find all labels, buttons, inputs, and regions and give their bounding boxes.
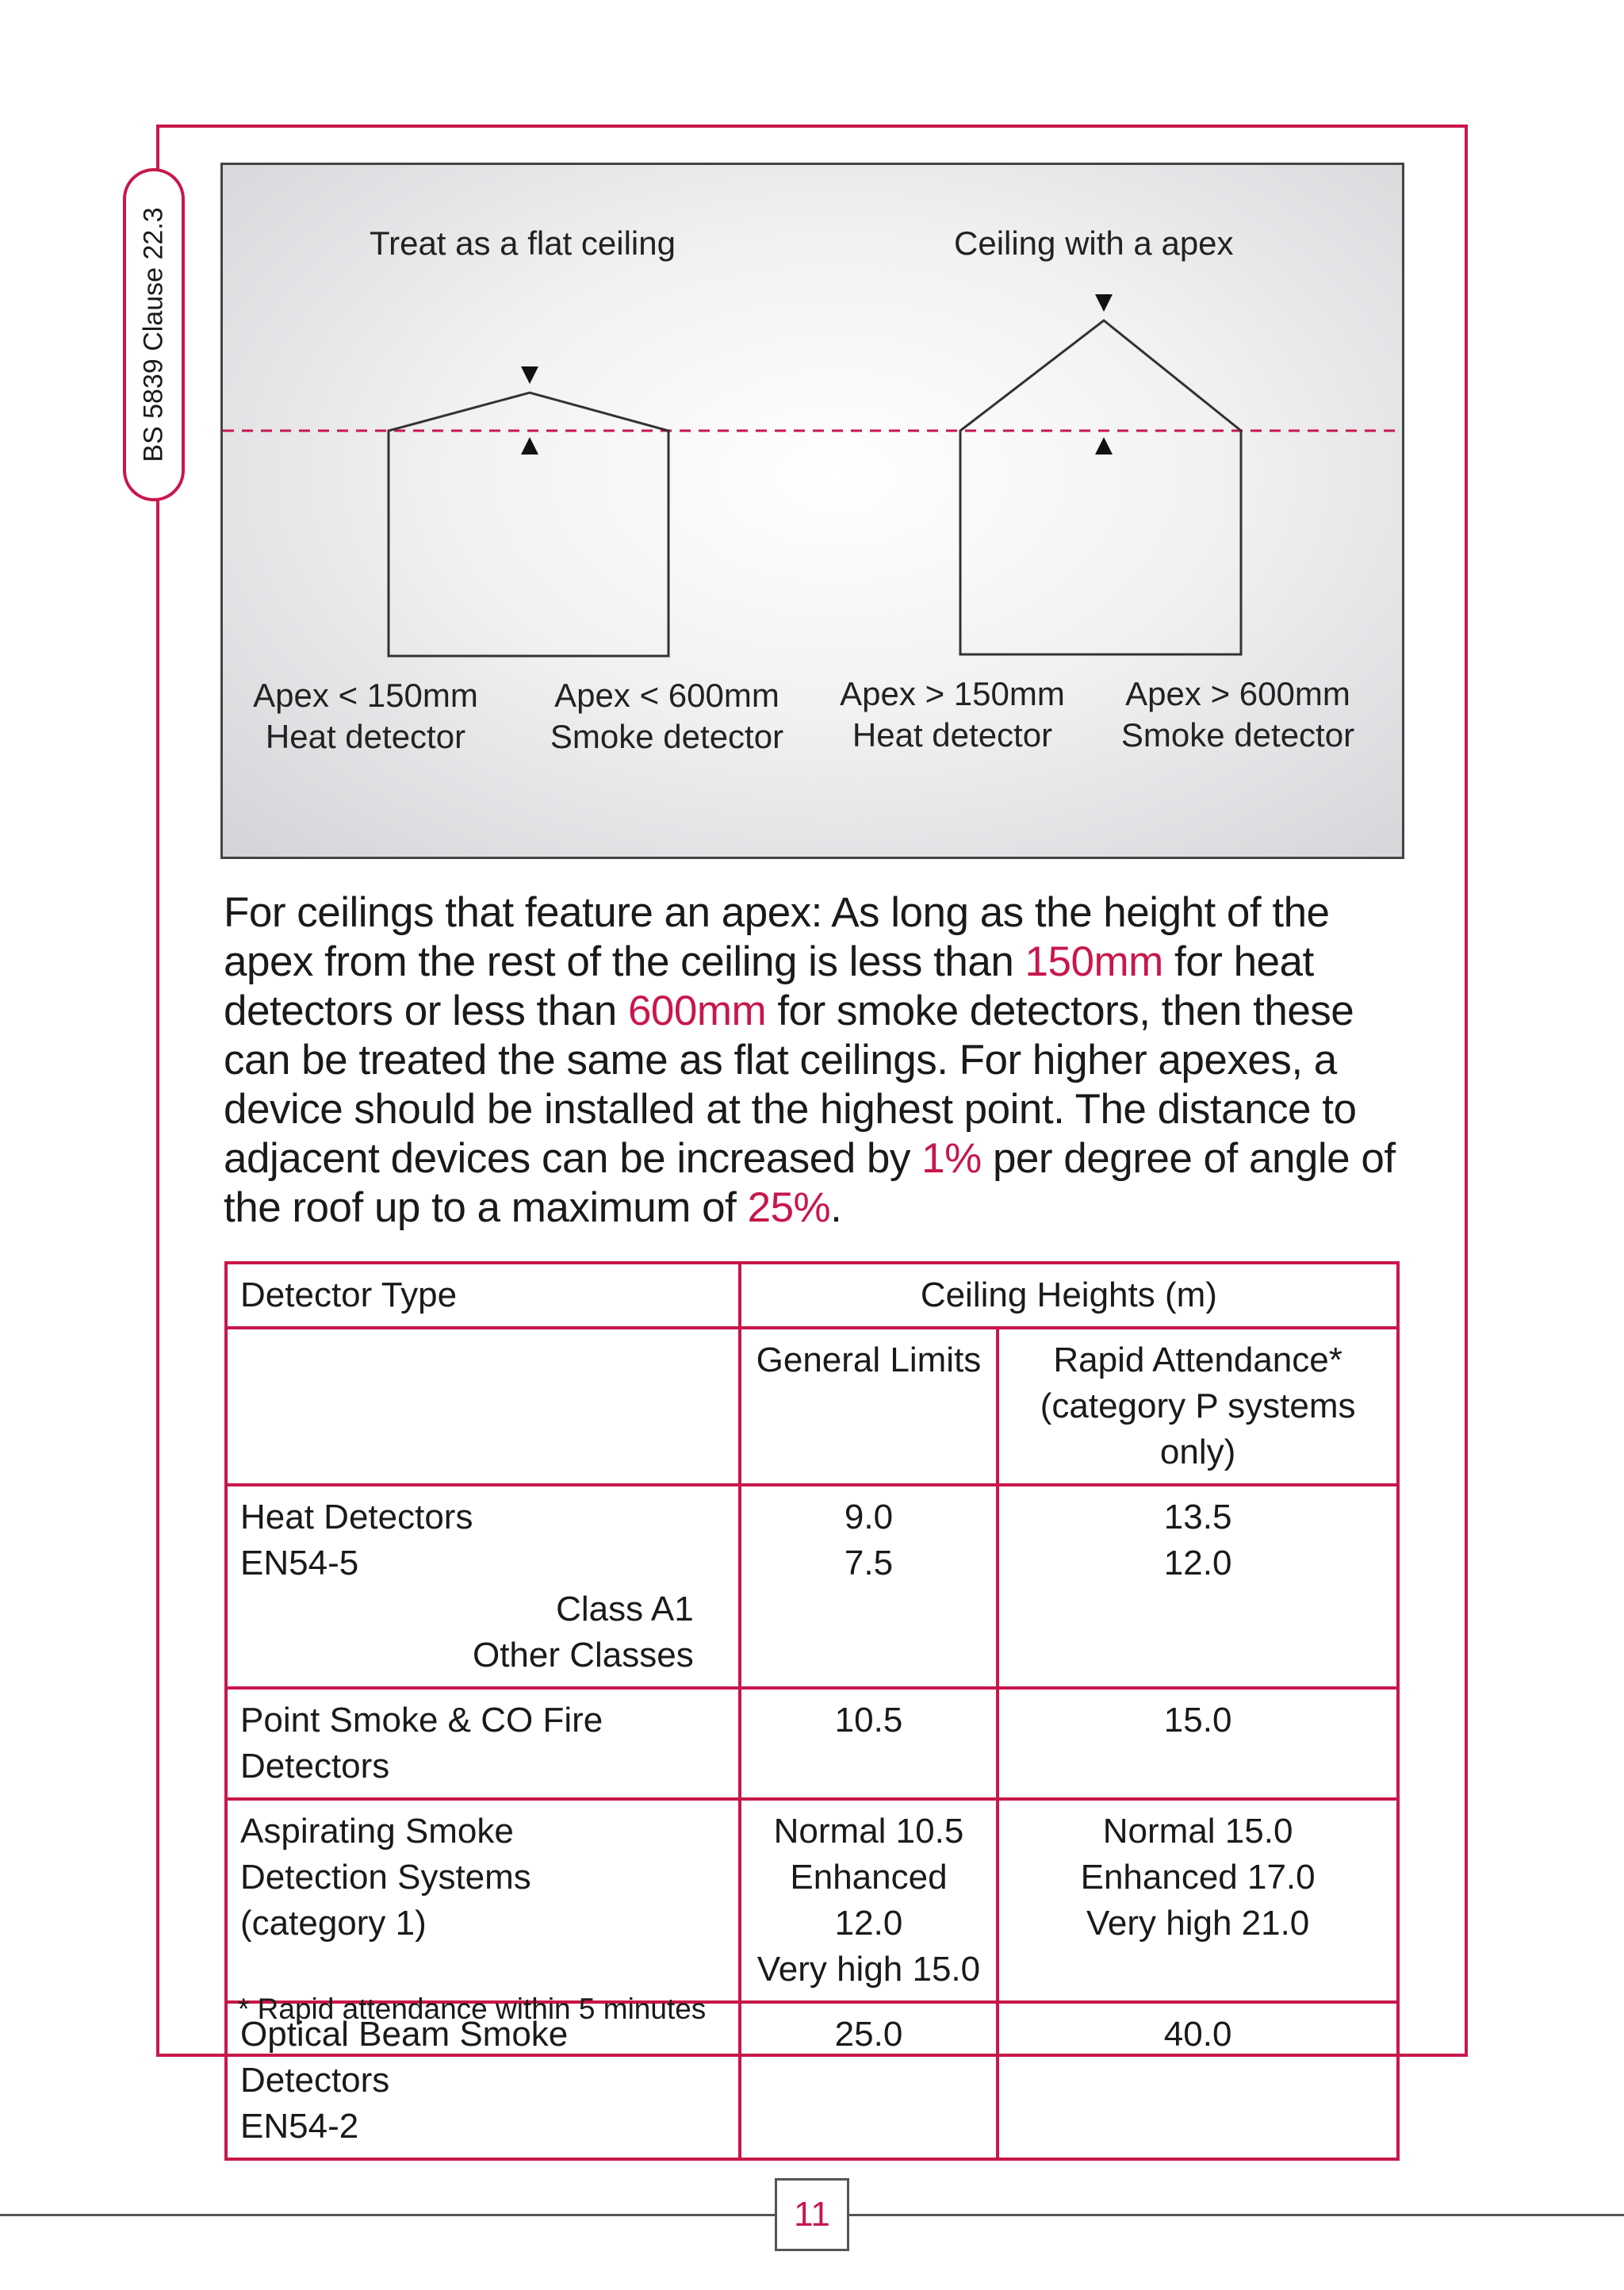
row-aspirating-name (226, 1799, 740, 2002)
heat-general-other: 7.5 (844, 1544, 894, 1582)
table-row (226, 1799, 1398, 2002)
para-text-2: for heat detectors or less than (224, 938, 1314, 1034)
asp-name-line1: Aspirating Smoke (240, 1812, 514, 1851)
asp-general-very-high: Very high 15.0 (756, 1950, 981, 1989)
table-footnote: * Rapid attendance within 5 minutes (238, 1993, 707, 2025)
para-highlight-25pct: 25% (747, 1184, 831, 1231)
flat-ceiling-house (389, 393, 668, 656)
footer-rule-right (849, 2214, 1624, 2216)
apex-top-arrow-icon (1095, 294, 1113, 312)
header-ceiling-heights: Ceiling Heights (m) (740, 1263, 1398, 1328)
para-highlight-600mm: 600mm (627, 988, 767, 1034)
label-apex-gt-600 (1111, 673, 1365, 756)
para-highlight-150mm: 150mm (1025, 938, 1163, 985)
asp-name-line2: Detection Systems (240, 1858, 531, 1897)
subheader-rapid-line1: Rapid Attendance* (1053, 1341, 1342, 1379)
heat-other-classes: Other Classes (472, 1636, 694, 1674)
para-text-5: . (830, 1184, 842, 1231)
heat-class-a1: Class A1 (556, 1590, 694, 1628)
heat-general-a1: 9.0 (844, 1498, 894, 1536)
row-optical-beam-general: 25.0 (740, 2002, 998, 2159)
table-subheader-row (226, 1328, 1398, 1485)
row-optical-beam-rapid: 40.0 (998, 2002, 1398, 2159)
row-aspirating-general (740, 1799, 998, 2002)
ceiling-diagram (220, 163, 1404, 859)
header-detector-type: Detector Type (226, 1263, 740, 1328)
asp-general-enhanced: Enhanced 12.0 (790, 1858, 948, 1943)
row-point-smoke-general: 10.5 (740, 1688, 998, 1799)
row-heat-detectors-name (226, 1485, 740, 1688)
heat-rapid-other: 12.0 (1163, 1544, 1232, 1582)
page-number: 11 (775, 2178, 849, 2251)
label-apex-gt-150 (825, 673, 1079, 756)
subheader-general-limits: General Limits (740, 1328, 998, 1485)
label-apex-lt-600 (540, 675, 794, 758)
asp-general-normal: Normal 10.5 (773, 1812, 964, 1851)
table-row (226, 1485, 1398, 1688)
label-apex-gt-150-line1: Apex > 150mm (840, 675, 1065, 712)
label-apex-gt-600-line1: Apex > 600mm (1125, 675, 1350, 712)
para-text-1: For ceilings that feature an apex: As long as the height of the apex from the rest of the ceiling is less than (224, 889, 1330, 985)
subheader-rapid-attendance (998, 1328, 1398, 1485)
apex-ceiling-house (960, 320, 1241, 654)
apex-bottom-arrow-icon (1095, 437, 1113, 455)
heat-name-line1: Heat Detectors (240, 1498, 473, 1536)
heat-rapid-a1: 13.5 (1163, 1498, 1232, 1536)
flat-top-arrow-icon (521, 366, 538, 384)
apex-explanation-paragraph (224, 888, 1429, 1233)
clause-tab (123, 168, 185, 501)
flat-ceiling-title: Treat as a flat ceiling (370, 224, 676, 262)
label-apex-lt-150 (247, 675, 485, 758)
subheader-empty (226, 1328, 740, 1485)
asp-rapid-normal: Normal 15.0 (1102, 1812, 1293, 1851)
label-apex-lt-600-line2: Smoke detector (550, 718, 784, 755)
row-heat-general (740, 1485, 998, 1688)
subheader-rapid-line2: (category P systems only) (1040, 1387, 1356, 1471)
table-row (226, 1688, 1398, 1799)
row-point-smoke-name: Point Smoke & CO Fire Detectors (226, 1688, 740, 1799)
para-text-4: per degree of angle of the roof up to a maximum of (224, 1135, 1396, 1231)
para-highlight-1pct: 1% (921, 1135, 982, 1182)
asp-rapid-enhanced: Enhanced 17.0 (1080, 1858, 1316, 1897)
clause-label: BS 5839 Clause 22.3 (138, 207, 169, 462)
row-aspirating-rapid (998, 1799, 1398, 2002)
para-text-3: for smoke detectors, then these can be treated the same as flat ceilings. For higher apexes, a device should be installed at the highest point. The distance to adjacent devices can be increased by (224, 988, 1357, 1182)
asp-name-line3: (category 1) (240, 1904, 427, 1943)
beam-name-line2: EN54-2 (240, 2107, 359, 2146)
label-apex-lt-150-line1: Apex < 150mm (253, 677, 478, 714)
label-apex-lt-600-line1: Apex < 600mm (554, 677, 779, 714)
beam-name-line1: Optical Beam Smoke Detectors (240, 2015, 569, 2100)
heat-name-line2: EN54-5 (240, 1544, 359, 1582)
apex-ceiling-title: Ceiling with a apex (954, 224, 1234, 262)
asp-rapid-very-high: Very high 21.0 (1086, 1904, 1310, 1943)
label-apex-lt-150-line2: Heat detector (265, 718, 466, 755)
row-point-smoke-rapid: 15.0 (998, 1688, 1398, 1799)
row-heat-rapid (998, 1485, 1398, 1688)
table-header-row (226, 1263, 1398, 1328)
label-apex-gt-600-line2: Smoke detector (1120, 716, 1355, 754)
footer-rule-left (0, 2214, 775, 2216)
label-apex-gt-150-line2: Heat detector (852, 716, 1053, 754)
flat-bottom-arrow-icon (521, 437, 538, 455)
